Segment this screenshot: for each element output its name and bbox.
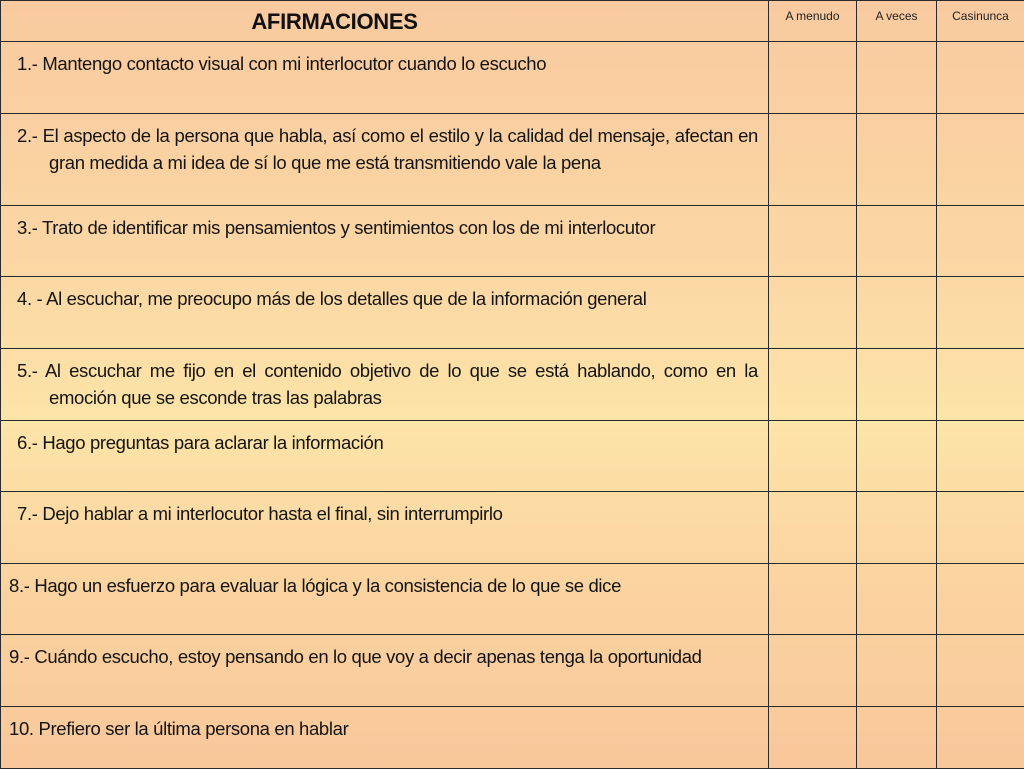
statement-cell bbox=[1, 42, 769, 114]
answer-cell-a-menudo[interactable] bbox=[769, 42, 857, 114]
table-row bbox=[1, 492, 1024, 564]
answer-cell-casinunca[interactable] bbox=[937, 114, 1024, 206]
answer-cell-casinunca[interactable] bbox=[937, 492, 1024, 564]
answer-cell-a-veces[interactable] bbox=[857, 635, 937, 707]
statement-cell bbox=[1, 206, 769, 277]
table-row bbox=[1, 277, 1024, 349]
answer-cell-a-veces[interactable] bbox=[857, 349, 937, 421]
statement-text: 10. Prefiero ser la última persona en hablar bbox=[1, 707, 768, 742]
table-row bbox=[1, 206, 1024, 277]
answer-cell-a-veces[interactable] bbox=[857, 707, 937, 769]
statement-text: 4. - Al escuchar, me preocupo más de los detalles que de la información general bbox=[1, 277, 768, 312]
answer-cell-casinunca[interactable] bbox=[937, 42, 1024, 114]
answer-cell-a-menudo[interactable] bbox=[769, 349, 857, 421]
answer-cell-a-veces[interactable] bbox=[857, 206, 937, 277]
statement-text: 9.- Cuándo escucho, estoy pensando en lo que voy a decir apenas tenga la oportunidad bbox=[1, 635, 768, 670]
answer-cell-casinunca[interactable] bbox=[937, 564, 1024, 635]
table-row bbox=[1, 707, 1024, 769]
header-casinunca: Casinunca bbox=[937, 1, 1024, 42]
answer-cell-casinunca[interactable] bbox=[937, 635, 1024, 707]
answer-cell-a-menudo[interactable] bbox=[769, 114, 857, 206]
statement-cell bbox=[1, 277, 769, 349]
statement-cell bbox=[1, 114, 769, 206]
answer-cell-a-menudo[interactable] bbox=[769, 421, 857, 492]
statement-text: 5.- Al escuchar me fijo en el contenido objetivo de lo que se está hablando, como en la emoción que se esconde tras las palabras bbox=[1, 349, 768, 411]
statement-text: 8.- Hago un esfuerzo para evaluar la lógica y la consistencia de lo que se dice bbox=[1, 564, 768, 599]
statement-cell bbox=[1, 349, 769, 421]
header-row bbox=[1, 1, 1024, 42]
header-a-veces: A veces bbox=[857, 1, 937, 42]
answer-cell-a-veces[interactable] bbox=[857, 277, 937, 349]
table-row bbox=[1, 349, 1024, 421]
statement-text: 3.- Trato de identificar mis pensamientos y sentimientos con los de mi interlocutor bbox=[1, 206, 768, 241]
header-a-menudo: A menudo bbox=[769, 1, 857, 42]
answer-cell-a-veces[interactable] bbox=[857, 114, 937, 206]
answer-cell-a-menudo[interactable] bbox=[769, 277, 857, 349]
answer-cell-casinunca[interactable] bbox=[937, 206, 1024, 277]
statement-text: 6.- Hago preguntas para aclarar la información bbox=[1, 421, 768, 456]
statement-cell bbox=[1, 635, 769, 707]
answer-cell-a-menudo[interactable] bbox=[769, 492, 857, 564]
answer-cell-casinunca[interactable] bbox=[937, 421, 1024, 492]
answer-cell-a-menudo[interactable] bbox=[769, 635, 857, 707]
table-row bbox=[1, 42, 1024, 114]
answer-cell-a-veces[interactable] bbox=[857, 421, 937, 492]
header-afirmaciones: AFIRMACIONES bbox=[1, 1, 769, 42]
statement-cell bbox=[1, 421, 769, 492]
table-row bbox=[1, 114, 1024, 206]
answer-cell-a-veces[interactable] bbox=[857, 42, 937, 114]
statement-text: 7.- Dejo hablar a mi interlocutor hasta el final, sin interrumpirlo bbox=[1, 492, 768, 527]
statement-text: 1.- Mantengo contacto visual con mi interlocutor cuando lo escucho bbox=[1, 42, 768, 77]
answer-cell-a-veces[interactable] bbox=[857, 492, 937, 564]
answer-cell-casinunca[interactable] bbox=[937, 707, 1024, 769]
statement-cell bbox=[1, 707, 769, 769]
statement-text: 2.- El aspecto de la persona que habla, así como el estilo y la calidad del mensaje, afectan en gran medida a mi idea de sí lo que me está transmitiendo vale la pena bbox=[1, 114, 768, 176]
table-row bbox=[1, 635, 1024, 707]
answer-cell-casinunca[interactable] bbox=[937, 277, 1024, 349]
answer-cell-a-veces[interactable] bbox=[857, 564, 937, 635]
statement-cell bbox=[1, 564, 769, 635]
answer-cell-casinunca[interactable] bbox=[937, 349, 1024, 421]
answer-cell-a-menudo[interactable] bbox=[769, 564, 857, 635]
answer-cell-a-menudo[interactable] bbox=[769, 206, 857, 277]
answer-cell-a-menudo[interactable] bbox=[769, 707, 857, 769]
table-row bbox=[1, 421, 1024, 492]
statement-cell bbox=[1, 492, 769, 564]
table-row bbox=[1, 564, 1024, 635]
